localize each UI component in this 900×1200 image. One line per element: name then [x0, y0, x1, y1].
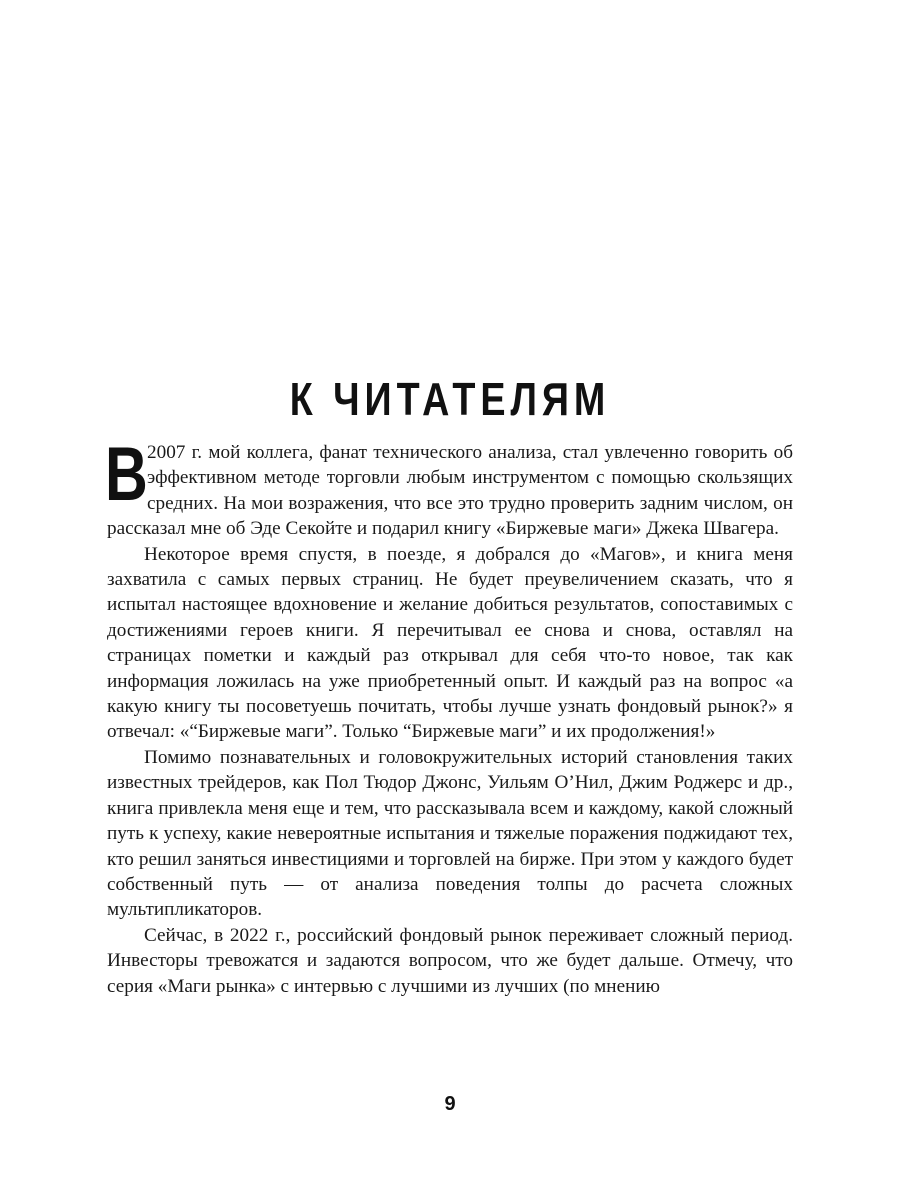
paragraph-3: Помимо познавательных и головокружительных историй становления таких известных трейдеров, как Пол Тюдор Джонс, Уильям О’Нил, Джим Роджерс и др., книга привлекла меня еще и тем, что рассказывала всем и каждому, какой сложный путь к успеху, какие невероятные испытания и тяжелые поражения поджидают тех, кто решил заняться инвестициями и торговлей на бирже. При этом у каждого будет собственный путь — от анализа поведения толпы до расчета сложных мультипликаторов.: [107, 746, 793, 921]
drop-cap: В: [105, 432, 148, 517]
body-text: [105, 432, 793, 999]
paragraph-1: [105, 432, 793, 542]
paragraph-2: Некоторое время спустя, в поезде, я добрался до «Магов», и книга меня захватила с самых первых страниц. Не будет преувеличением сказать, что я испытал настоящее вдохновение и желание добиться результатов, сопоставимых с достижениями героев книги. Я перечитывал ее снова и снова, оставлял на страницах пометки и каждый раз открывал для себя что-то новое, так как информация ложилась на уже приобретенный опыт. И каждый раз на вопрос «а какую книгу ты посоветуешь почитать, чтобы лучше узнать фондовый рынок?» я отвечал: «“Биржевые маги”. Только “Биржевые маги” и их продолжения!»: [107, 543, 793, 743]
chapter-title: К ЧИТАТЕЛЯМ: [289, 372, 611, 425]
page-number: 9: [444, 1093, 456, 1115]
paragraph-1-text: 2007 г. мой коллега, фанат технического анализа, стал увлеченно говорить об эффективном методе торговли любым инструментом с помощью скользящих средних. На мои возражения, что все это трудно проверить задним числом, он рассказал мне об Эде Секойте и подарил книгу «Биржевые маги» Джека Швагера.: [107, 442, 793, 540]
paragraph-4: Сейчас, в 2022 г., российский фондовый рынок переживает сложный период. Инвесторы тревожатся и задаются вопросом, что же будет дальше. Отмечу, что серия «Маги рынка» с интервью с лучшими из лучших (по мнению: [107, 924, 793, 997]
